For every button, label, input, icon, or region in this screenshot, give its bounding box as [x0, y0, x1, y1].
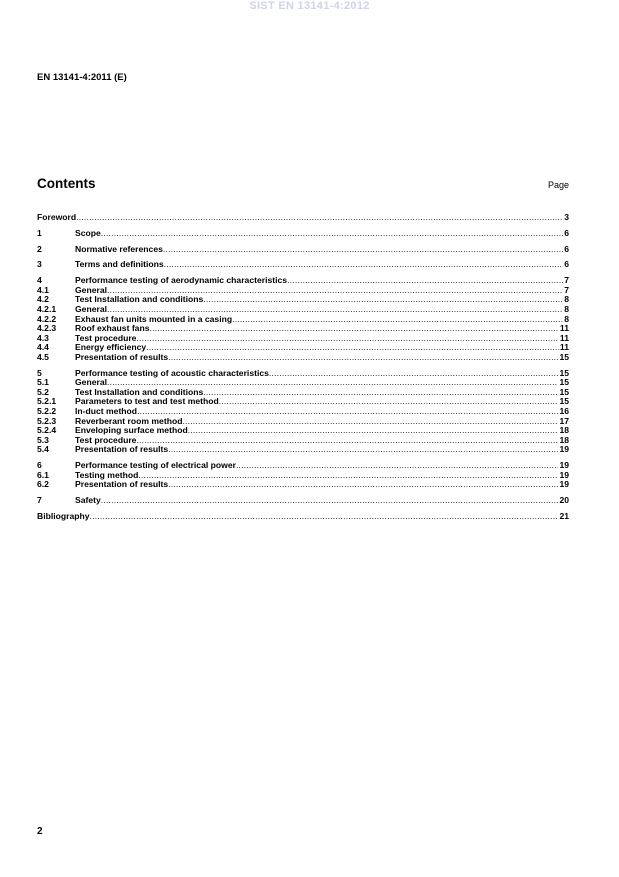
toc-entry-title: Roof exhaust fans: [75, 324, 150, 334]
toc-entry-title: Presentation of results: [75, 445, 169, 455]
toc-entry-page: 15: [559, 352, 569, 362]
toc-entry[interactable]: [37, 295, 569, 305]
toc-entry-number: 4.2.2: [37, 314, 57, 324]
toc-entry-number: 4.5: [37, 352, 49, 362]
toc-leader-dots: [203, 295, 563, 305]
toc-leader-dots: [150, 324, 559, 334]
toc-leader-dots: [182, 417, 558, 427]
toc-leader-dots: [188, 426, 559, 436]
toc-entry[interactable]: [37, 276, 569, 286]
toc-entry-number: 6.2: [37, 480, 49, 490]
toc-leader-dots: [236, 461, 558, 471]
toc-entry-page: 19: [559, 445, 569, 455]
toc-entry-page: 11: [559, 343, 569, 353]
toc-entry-page: 18: [559, 435, 569, 445]
toc-entry-title: Enveloping surface method: [75, 426, 188, 436]
toc-entry[interactable]: [37, 496, 569, 506]
toc-leader-dots: [219, 397, 559, 407]
toc-entry[interactable]: [37, 407, 569, 417]
toc-entry-title: Bibliography: [37, 511, 90, 521]
toc-entry-title: Performance testing of acoustic characteristics: [75, 368, 269, 378]
toc-entry-title: Normative references: [75, 244, 163, 254]
toc-entry-number: 3: [37, 260, 42, 270]
toc-entry[interactable]: [37, 480, 569, 490]
toc-entry-title: In-duct method: [75, 407, 138, 417]
toc-entry-number: 4.2: [37, 295, 49, 305]
toc-entry-title: Test procedure: [75, 435, 137, 445]
toc-entry[interactable]: [37, 315, 569, 325]
toc-entry-page: 8: [564, 295, 569, 305]
toc-entry-number: 5.2.1: [37, 397, 57, 407]
toc-entry[interactable]: [37, 334, 569, 344]
toc-entry-title: Presentation of results: [75, 480, 169, 490]
toc-entry-title: General: [75, 285, 108, 295]
toc-entry-number: 5.2: [37, 387, 49, 397]
toc-entry-page: 19: [559, 480, 569, 490]
toc-entry-title: Terms and definitions: [75, 260, 164, 270]
toc-entry-title: Parameters to test and test method: [75, 397, 219, 407]
toc-leader-dots: [146, 343, 559, 353]
toc-entry-number: 5: [37, 368, 42, 378]
toc-leader-dots: [269, 369, 559, 379]
toc-leader-dots: [232, 315, 563, 325]
toc-entry-title: Presentation of results: [75, 352, 169, 362]
toc-leader-dots: [168, 353, 558, 363]
toc-entry-title: Test Installation and conditions: [75, 387, 204, 397]
toc-entry[interactable]: [37, 229, 569, 239]
toc-leader-dots: [168, 445, 558, 455]
toc-leader-dots: [164, 260, 564, 270]
toc-entry-page: 19: [559, 461, 569, 471]
toc-entry[interactable]: [37, 213, 569, 223]
watermark: SIST EN 13141-4:2012: [249, 0, 370, 12]
toc-entry[interactable]: [37, 426, 569, 436]
toc-entry-title: General: [75, 378, 108, 388]
toc-entry-number: 6.1: [37, 470, 49, 480]
toc-entry[interactable]: [37, 461, 569, 471]
toc-entry-page: 3: [564, 213, 569, 222]
toc-entry-number: 5.2.3: [37, 416, 57, 426]
toc-entry[interactable]: [37, 343, 569, 353]
toc-entry[interactable]: [37, 417, 569, 427]
toc-entry-title: Foreword: [37, 213, 77, 222]
toc-entry-number: 4.3: [37, 333, 49, 343]
toc-leader-dots: [101, 496, 559, 506]
table-of-contents: [37, 213, 569, 522]
toc-entry-number: 2: [37, 244, 42, 254]
toc-entry[interactable]: [37, 286, 569, 296]
toc-entry[interactable]: [37, 388, 569, 398]
toc-leader-dots: [107, 286, 563, 296]
toc-entry-number: 1: [37, 228, 42, 238]
toc-entry[interactable]: [37, 305, 569, 315]
toc-entry-number: 4.1: [37, 285, 49, 295]
toc-entry-page: 16: [559, 407, 569, 417]
toc-entry[interactable]: [37, 436, 569, 446]
toc-entry-page: 19: [559, 470, 569, 480]
toc-entry-number: 4.2.1: [37, 304, 57, 314]
toc-leader-dots: [101, 229, 563, 239]
toc-entry-title: Performance testing of aerodynamic characteristics: [75, 276, 288, 286]
toc-entry[interactable]: [37, 397, 569, 407]
toc-entry-page: 15: [559, 397, 569, 407]
toc-entry[interactable]: [37, 512, 569, 522]
toc-entry-number: 4: [37, 276, 42, 286]
toc-entry-title: Safety: [75, 496, 101, 506]
contents-heading: Contents: [37, 176, 96, 191]
toc-leader-dots: [137, 407, 558, 417]
toc-entry-page: 7: [564, 276, 569, 286]
page-number: 2: [37, 826, 43, 837]
toc-leader-dots: [203, 388, 558, 398]
toc-entry-page: 11: [559, 324, 569, 334]
toc-entry-page: 15: [559, 378, 569, 388]
toc-entry-page: 8: [564, 304, 569, 314]
toc-entry[interactable]: [37, 369, 569, 379]
toc-entry-title: General: [75, 304, 108, 314]
toc-leader-dots: [168, 480, 558, 490]
toc-entry-number: 6: [37, 461, 42, 471]
toc-entry-number: 5.2.2: [37, 407, 57, 417]
toc-leader-dots: [163, 245, 563, 255]
toc-entry-page: 17: [559, 416, 569, 426]
toc-entry-page: 20: [559, 496, 569, 506]
toc-leader-dots: [107, 305, 563, 315]
toc-entry-title: Scope: [75, 228, 101, 238]
toc-entry-number: 4.2.3: [37, 324, 57, 334]
toc-entry-title: Reverberant room method: [75, 416, 183, 426]
toc-entry-number: 4.4: [37, 343, 49, 353]
toc-leader-dots: [136, 436, 558, 446]
toc-entry-title: Test procedure: [75, 333, 137, 343]
toc-entry-page: 15: [559, 387, 569, 397]
toc-leader-dots: [76, 213, 563, 223]
toc-entry-page: 18: [559, 426, 569, 436]
toc-entry[interactable]: [37, 324, 569, 334]
toc-leader-dots: [287, 276, 563, 286]
toc-entry[interactable]: [37, 353, 569, 363]
toc-entry-title: Test Installation and conditions: [75, 295, 204, 305]
toc-entry-page: 6: [564, 244, 569, 254]
toc-entry-title: Energy efficiency: [75, 343, 147, 353]
document-id: EN 13141-4:2011 (E): [37, 72, 127, 83]
toc-entry-page: 11: [559, 333, 569, 343]
toc-entry-number: 5.4: [37, 445, 49, 455]
toc-entry-page: 8: [564, 314, 569, 324]
toc-entry[interactable]: [37, 471, 569, 481]
toc-entry-number: 7: [37, 496, 42, 506]
toc-entry[interactable]: [37, 260, 569, 270]
toc-leader-dots: [138, 471, 558, 481]
toc-leader-dots: [136, 334, 558, 344]
toc-entry-page: 21: [559, 511, 569, 521]
toc-entry-number: 5.1: [37, 378, 49, 388]
page-column-label: Page: [547, 180, 569, 190]
toc-entry[interactable]: [37, 378, 569, 388]
toc-entry-page: 6: [564, 228, 569, 238]
toc-entry-title: Performance testing of electrical power: [75, 461, 236, 471]
toc-entry-number: 5.3: [37, 435, 49, 445]
toc-entry[interactable]: [37, 445, 569, 455]
toc-entry[interactable]: [37, 245, 569, 255]
toc-leader-dots: [90, 512, 559, 522]
toc-entry-page: 15: [559, 368, 569, 378]
toc-entry-page: 6: [564, 260, 569, 270]
toc-entry-title: Exhaust fan units mounted in a casing: [75, 314, 233, 324]
toc-leader-dots: [107, 378, 558, 388]
toc-entry-number: 5.2.4: [37, 426, 57, 436]
toc-entry-title: Testing method: [75, 470, 139, 480]
toc-entry-page: 7: [564, 285, 569, 295]
